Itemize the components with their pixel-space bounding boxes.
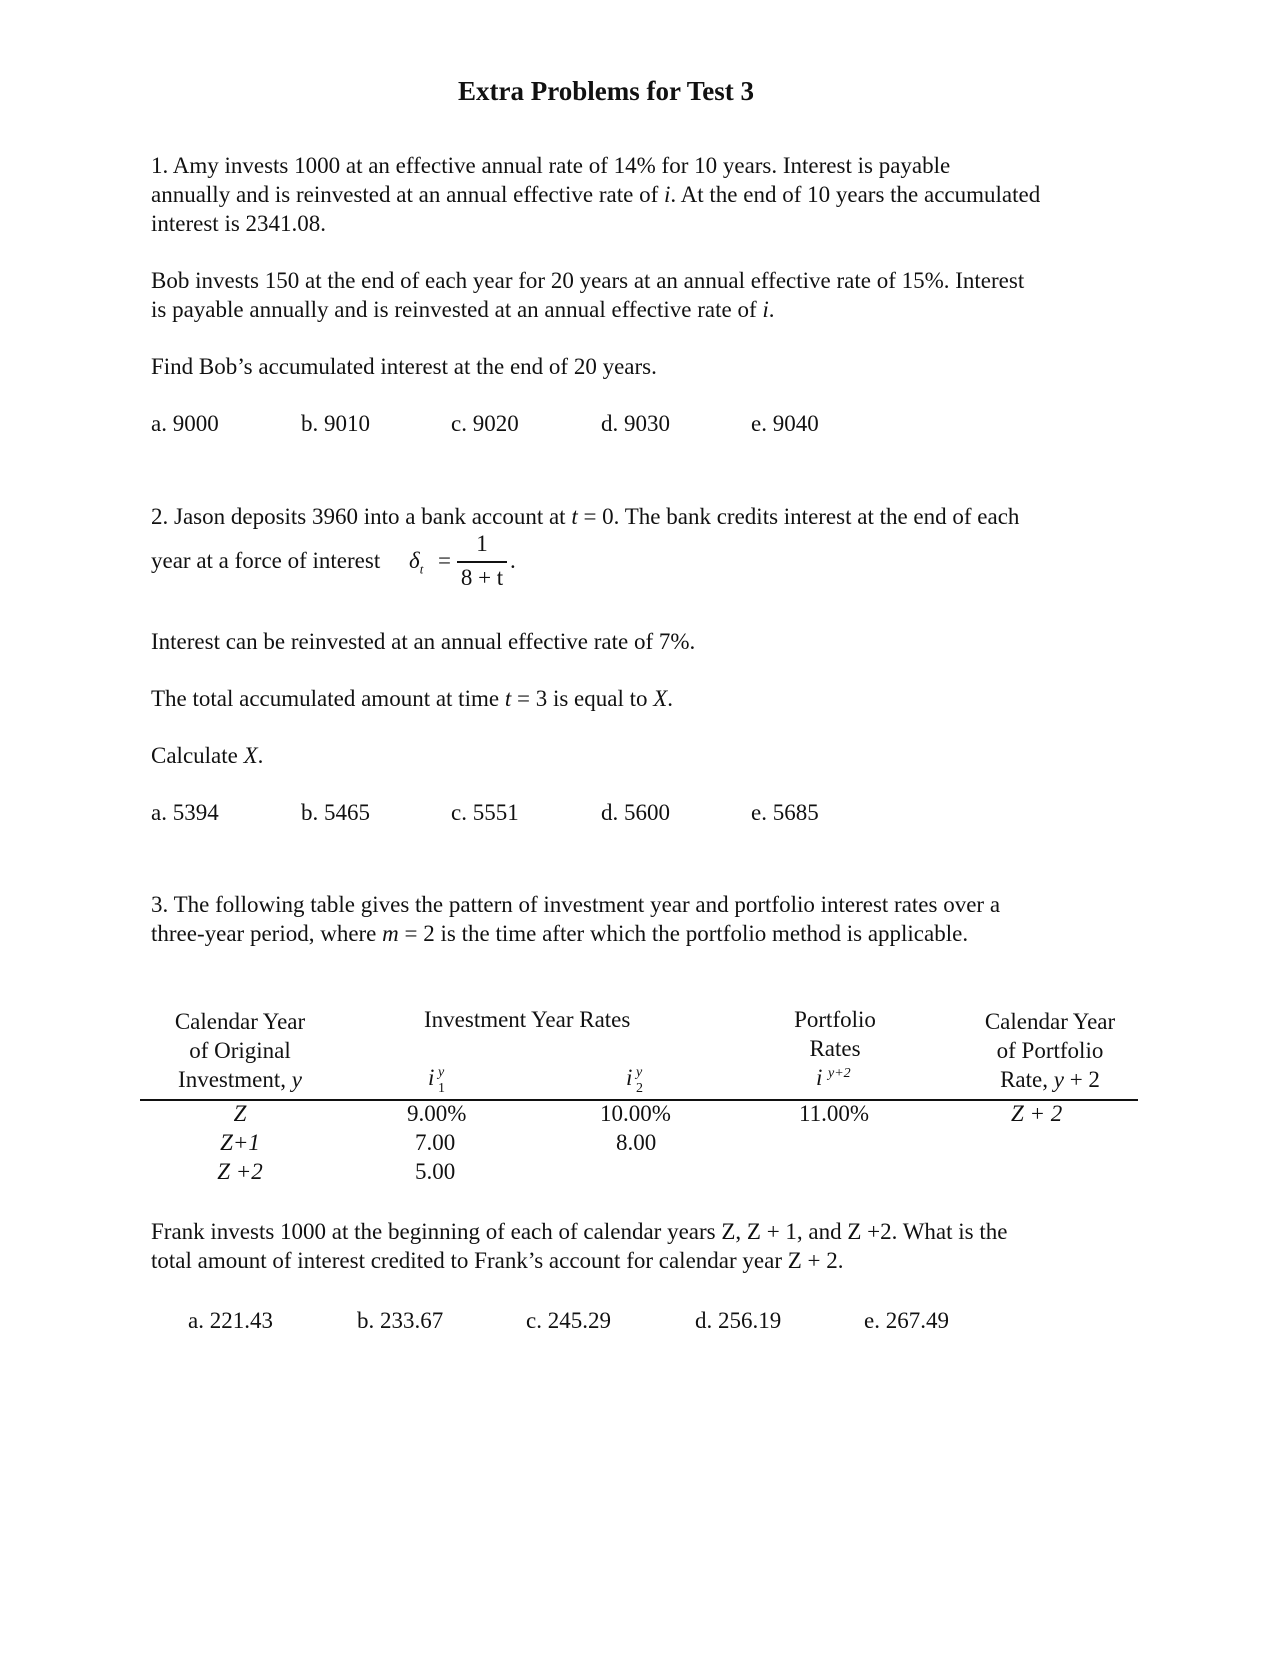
p3-choice-c: c. 245.29 — [526, 1308, 611, 1333]
header-i1: i y 1 — [428, 1065, 445, 1096]
p2-reinvest: Interest can be reinvested at an annual effective rate of 7%. — [151, 629, 696, 654]
header-i2: i y 2 — [626, 1065, 643, 1096]
cell-i1: 9.00% — [407, 1101, 467, 1126]
p3-line1: 3. The following table gives the pattern of investment year and portfolio interest rates over a — [151, 892, 1001, 917]
fraction-bar — [457, 561, 507, 563]
p2-line1: 2. Jason deposits 3960 into a bank account at t = 0. The bank credits interest at the end of each — [151, 504, 1020, 529]
force-fraction — [457, 531, 507, 591]
delta-symbol: $\delta_t$ — [409, 548, 424, 577]
p1-line1: 1. Amy invests 1000 at an effective annual rate of 14% for 10 years. Interest is payable — [151, 153, 951, 178]
p3-choice-a: a. 221.43 — [188, 1308, 273, 1333]
p1-choice-a: a. 9000 — [151, 411, 219, 436]
header-calendar-year-portfolio: Calendar Year of Portfolio Rate, y + 2 — [984, 1009, 1116, 1092]
p2-period: . — [510, 548, 516, 573]
p2-choice-e: e. 5685 — [751, 800, 819, 825]
p1-question: Find Bob’s accumulated interest at the end of 20 years. — [151, 354, 657, 379]
p3-line2: three-year period, where m = 2 is the time after which the portfolio method is applicable. — [151, 921, 969, 946]
cell-year: Z — [233, 1101, 247, 1126]
p1-choice-c: c. 9020 — [451, 411, 519, 436]
cell-i1: 7.00 — [415, 1130, 456, 1155]
header-investment-year-rates: Investment Year Rates — [424, 1007, 631, 1032]
p3-frank-line2: total amount of interest credited to Frank’s account for calendar year Z + 2. — [151, 1248, 844, 1273]
p1-line2: annually and is reinvested at an annual effective rate of i. At the end of 10 years the accumulated — [151, 182, 1041, 207]
cell-i2: 8.00 — [616, 1130, 657, 1155]
p2-choice-b: b. 5465 — [301, 800, 370, 825]
p2-choice-d: d. 5600 — [601, 800, 670, 825]
p2-choice-c: c. 5551 — [451, 800, 519, 825]
p3-choice-b: b. 233.67 — [357, 1308, 444, 1333]
p1-choice-d: d. 9030 — [601, 411, 670, 436]
equals-sign: = — [438, 548, 451, 573]
p2-choice-a: a. 5394 — [151, 800, 219, 825]
page-title: Extra Problems for Test 3 — [458, 76, 754, 106]
p3-choice-e: e. 267.49 — [864, 1308, 949, 1333]
p2-line2: year at a force of interest — [151, 548, 381, 573]
p1-choice-b: b. 9010 — [301, 411, 370, 436]
fraction-denominator: 8 + t — [460, 565, 504, 590]
cell-calendar: Z + 2 — [1011, 1101, 1063, 1126]
p3-choice-d: d. 256.19 — [695, 1308, 782, 1333]
p2-total: The total accumulated amount at time t = 3 is equal to X. — [151, 686, 674, 711]
header-portfolio-rates: Portfolio Rates — [794, 1007, 876, 1061]
cell-i1: 5.00 — [415, 1159, 456, 1184]
cell-year: Z +2 — [217, 1159, 263, 1184]
p1-line3: interest is 2341.08. — [151, 211, 327, 236]
fraction-numerator: 1 — [476, 531, 488, 556]
header-portfolio-i: i y+2 — [816, 1065, 851, 1090]
cell-i2: 10.00% — [600, 1101, 671, 1126]
p1-bob-line1: Bob invests 150 at the end of each year for 20 years at an annual effective rate of 15%. Interest — [151, 268, 1025, 293]
p1-choice-e: e. 9040 — [751, 411, 819, 436]
cell-portfolio: 11.00% — [799, 1101, 870, 1126]
p3-frank-line1: Frank invests 1000 at the beginning of each of calendar years Z, Z + 1, and Z +2. What is the — [151, 1219, 1008, 1244]
cell-year: Z+1 — [220, 1130, 260, 1155]
p1-bob-line2: is payable annually and is reinvested at an annual effective rate of i. — [151, 297, 775, 322]
p2-calc: Calculate X. — [151, 743, 264, 768]
header-calendar-year-original: Calendar Year of Original Investment, y — [174, 1009, 306, 1092]
